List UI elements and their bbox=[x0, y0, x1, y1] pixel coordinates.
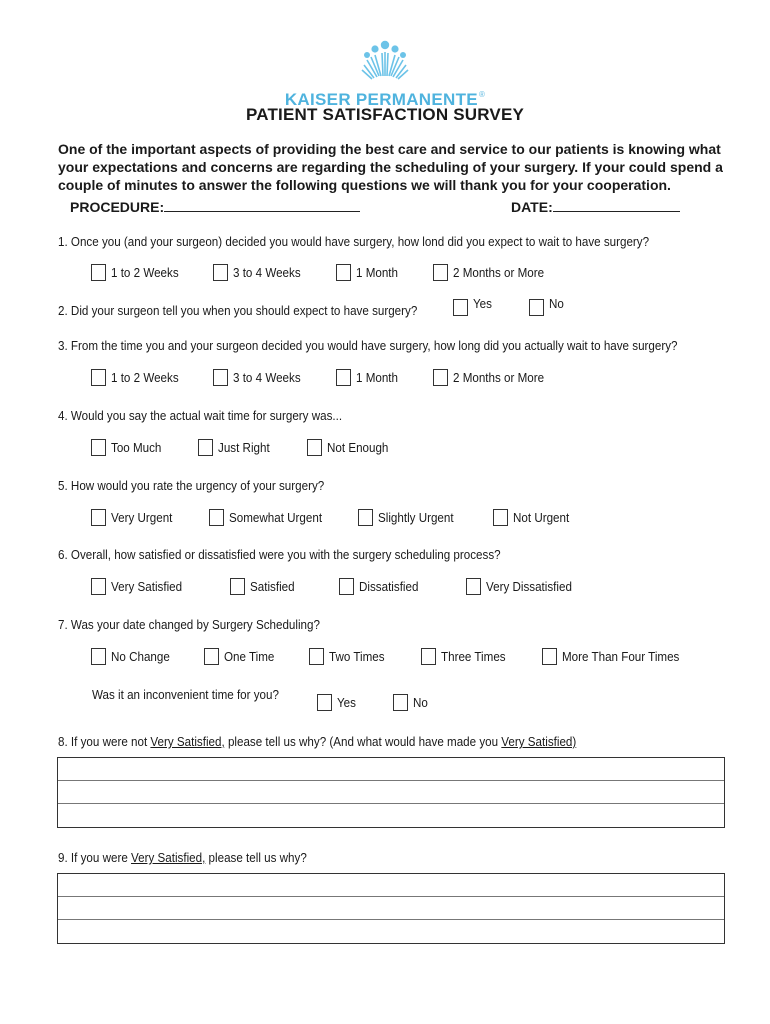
q6-option-1[interactable] bbox=[91, 578, 187, 595]
option-label: 2 Months or More bbox=[453, 370, 545, 385]
q5-option-2[interactable] bbox=[209, 509, 329, 526]
q7-option-5[interactable] bbox=[542, 648, 688, 665]
q1-option-1[interactable] bbox=[91, 264, 184, 281]
question-9 bbox=[58, 851, 307, 865]
checkbox[interactable] bbox=[209, 509, 224, 526]
q9-prefix: 9. If you were bbox=[58, 851, 132, 865]
q8-middle: please tell us why? (And what would have made you bbox=[224, 735, 502, 749]
option-label: Satisfied bbox=[250, 579, 295, 594]
option-label: Three Times bbox=[441, 649, 506, 664]
option-label: Yes bbox=[337, 695, 356, 710]
checkbox[interactable] bbox=[336, 369, 351, 386]
question-8 bbox=[58, 735, 576, 749]
answer-line[interactable] bbox=[58, 781, 724, 804]
option-label: Very Urgent bbox=[111, 510, 173, 525]
checkbox[interactable] bbox=[213, 369, 228, 386]
option-label: Very Satisfied bbox=[111, 579, 183, 594]
option-label: 1 Month bbox=[356, 265, 399, 280]
question-2: 2. Did your surgeon tell you when you should expect to have surgery? bbox=[58, 304, 418, 318]
option-label: 3 to 4 Weeks bbox=[233, 265, 301, 280]
checkbox[interactable] bbox=[358, 509, 373, 526]
question-5: 5. How would you rate the urgency of your surgery? bbox=[58, 479, 325, 493]
option-label: One Time bbox=[224, 649, 275, 664]
answer-line[interactable] bbox=[58, 920, 724, 943]
checkbox[interactable] bbox=[230, 578, 245, 595]
checkbox[interactable] bbox=[336, 264, 351, 281]
option-label: Dissatisfied bbox=[359, 579, 419, 594]
option-label: 3 to 4 Weeks bbox=[233, 370, 301, 385]
intro-paragraph: One of the important aspects of providing the best care and service to our patients is knowing what your expectations and concerns are regarding the scheduling of your surgery. If your could spend a couple of minutes to answer the following questions we will thank you for your cooperation. bbox=[58, 141, 723, 193]
checkbox[interactable] bbox=[198, 439, 213, 456]
brand-name: KAISER PERMANENTE bbox=[284, 90, 478, 109]
checkbox[interactable] bbox=[339, 578, 354, 595]
q9-suffix: please tell us why? bbox=[205, 851, 307, 865]
option-label: Very Dissatisfied bbox=[486, 579, 572, 594]
q2-option-yes[interactable] bbox=[453, 296, 493, 316]
q5-option-3[interactable] bbox=[358, 509, 459, 526]
q3-option-1[interactable] bbox=[91, 369, 184, 386]
q9-emphasis: Very Satisfied, bbox=[131, 851, 206, 865]
q7-option-4[interactable] bbox=[421, 648, 510, 665]
checkbox[interactable] bbox=[421, 648, 436, 665]
procedure-line[interactable] bbox=[164, 199, 360, 212]
answer-line[interactable] bbox=[58, 874, 724, 897]
option-label: More Than Four Times bbox=[562, 649, 680, 664]
checkbox[interactable] bbox=[433, 369, 448, 386]
registered-mark: ® bbox=[478, 90, 486, 99]
q6-option-4[interactable] bbox=[466, 578, 578, 595]
answer-line[interactable] bbox=[58, 897, 724, 920]
option-label: 1 to 2 Weeks bbox=[111, 265, 179, 280]
option-label: Just Right bbox=[218, 440, 270, 455]
checkbox[interactable] bbox=[466, 578, 481, 595]
q1-option-4[interactable] bbox=[433, 264, 551, 281]
q6-option-3[interactable] bbox=[339, 578, 423, 595]
checkbox[interactable] bbox=[433, 264, 448, 281]
option-label: Too Much bbox=[111, 440, 162, 455]
q8-answer-box[interactable] bbox=[57, 757, 725, 828]
q2-option-no[interactable] bbox=[529, 296, 565, 316]
option-label: No Change bbox=[111, 649, 170, 664]
procedure-label: PROCEDURE: bbox=[70, 199, 165, 215]
checkbox[interactable] bbox=[307, 439, 322, 456]
checkbox[interactable] bbox=[493, 509, 508, 526]
q3-option-3[interactable] bbox=[336, 369, 401, 386]
option-label: No bbox=[549, 296, 564, 311]
checkbox[interactable] bbox=[213, 264, 228, 281]
checkbox[interactable] bbox=[309, 648, 324, 665]
option-label: 1 to 2 Weeks bbox=[111, 370, 179, 385]
checkbox[interactable] bbox=[317, 694, 332, 711]
option-label: Not Enough bbox=[327, 440, 389, 455]
option-label: Two Times bbox=[329, 649, 385, 664]
q7-option-1[interactable] bbox=[91, 648, 174, 665]
date-label: DATE: bbox=[511, 199, 553, 215]
checkbox[interactable] bbox=[453, 299, 468, 316]
question-4: 4. Would you say the actual wait time for surgery was... bbox=[58, 409, 343, 423]
q6-option-2[interactable] bbox=[230, 578, 298, 595]
kaiser-logo bbox=[360, 40, 410, 88]
checkbox[interactable] bbox=[91, 509, 106, 526]
q7-sub-option-yes[interactable] bbox=[317, 694, 357, 711]
q1-option-2[interactable] bbox=[213, 264, 306, 281]
question-7-sub: Was it an inconvenient time for you? bbox=[92, 688, 279, 702]
checkbox[interactable] bbox=[91, 439, 106, 456]
option-label: Not Urgent bbox=[513, 510, 570, 525]
checkbox[interactable] bbox=[91, 369, 106, 386]
answer-line[interactable] bbox=[58, 758, 724, 781]
option-label: 1 Month bbox=[356, 370, 399, 385]
question-3: 3. From the time you and your surgeon decided you would have surgery, how long did you actually wait to have surgery? bbox=[58, 339, 678, 353]
date-line[interactable] bbox=[553, 199, 680, 212]
q7-option-2[interactable] bbox=[204, 648, 278, 665]
procedure-field[interactable] bbox=[70, 199, 360, 217]
q7-option-3[interactable] bbox=[309, 648, 389, 665]
q9-answer-box[interactable] bbox=[57, 873, 725, 944]
q7-sub-option-no[interactable] bbox=[393, 694, 429, 711]
q8-prefix: 8. If you were not bbox=[58, 735, 151, 749]
option-label: Slightly Urgent bbox=[378, 510, 454, 525]
checkbox[interactable] bbox=[91, 264, 106, 281]
checkbox[interactable] bbox=[91, 648, 106, 665]
checkbox[interactable] bbox=[529, 299, 544, 316]
question-6: 6. Overall, how satisfied or dissatisfied were you with the surgery scheduling process? bbox=[58, 548, 501, 562]
q8-emphasis-1: Very Satisfied, bbox=[150, 735, 225, 749]
q1-option-3[interactable] bbox=[336, 264, 401, 281]
question-1: 1. Once you (and your surgeon) decided you would have surgery, how lond did you expect to wait to have surgery? bbox=[58, 235, 650, 249]
q3-option-2[interactable] bbox=[213, 369, 306, 386]
q3-option-4[interactable] bbox=[433, 369, 551, 386]
option-label: 2 Months or More bbox=[453, 265, 545, 280]
checkbox[interactable] bbox=[393, 694, 408, 711]
checkbox[interactable] bbox=[91, 578, 106, 595]
option-label: Yes bbox=[473, 296, 492, 311]
checkbox[interactable] bbox=[204, 648, 219, 665]
checkbox[interactable] bbox=[542, 648, 557, 665]
q5-option-4[interactable] bbox=[493, 509, 573, 526]
option-label: No bbox=[413, 695, 428, 710]
q8-emphasis-2: Very Satisfied) bbox=[501, 735, 577, 749]
q4-option-3[interactable] bbox=[307, 439, 393, 456]
kaiser-people-icon bbox=[360, 40, 410, 88]
q4-option-1[interactable] bbox=[91, 439, 165, 456]
date-field[interactable] bbox=[511, 199, 680, 217]
question-7: 7. Was your date changed by Surgery Scheduling? bbox=[58, 618, 320, 632]
q4-option-2[interactable] bbox=[198, 439, 274, 456]
answer-line[interactable] bbox=[58, 804, 724, 827]
q5-option-1[interactable] bbox=[91, 509, 177, 526]
option-label: Somewhat Urgent bbox=[229, 510, 323, 525]
page-title: PATIENT SATISFACTION SURVEY bbox=[245, 105, 525, 124]
